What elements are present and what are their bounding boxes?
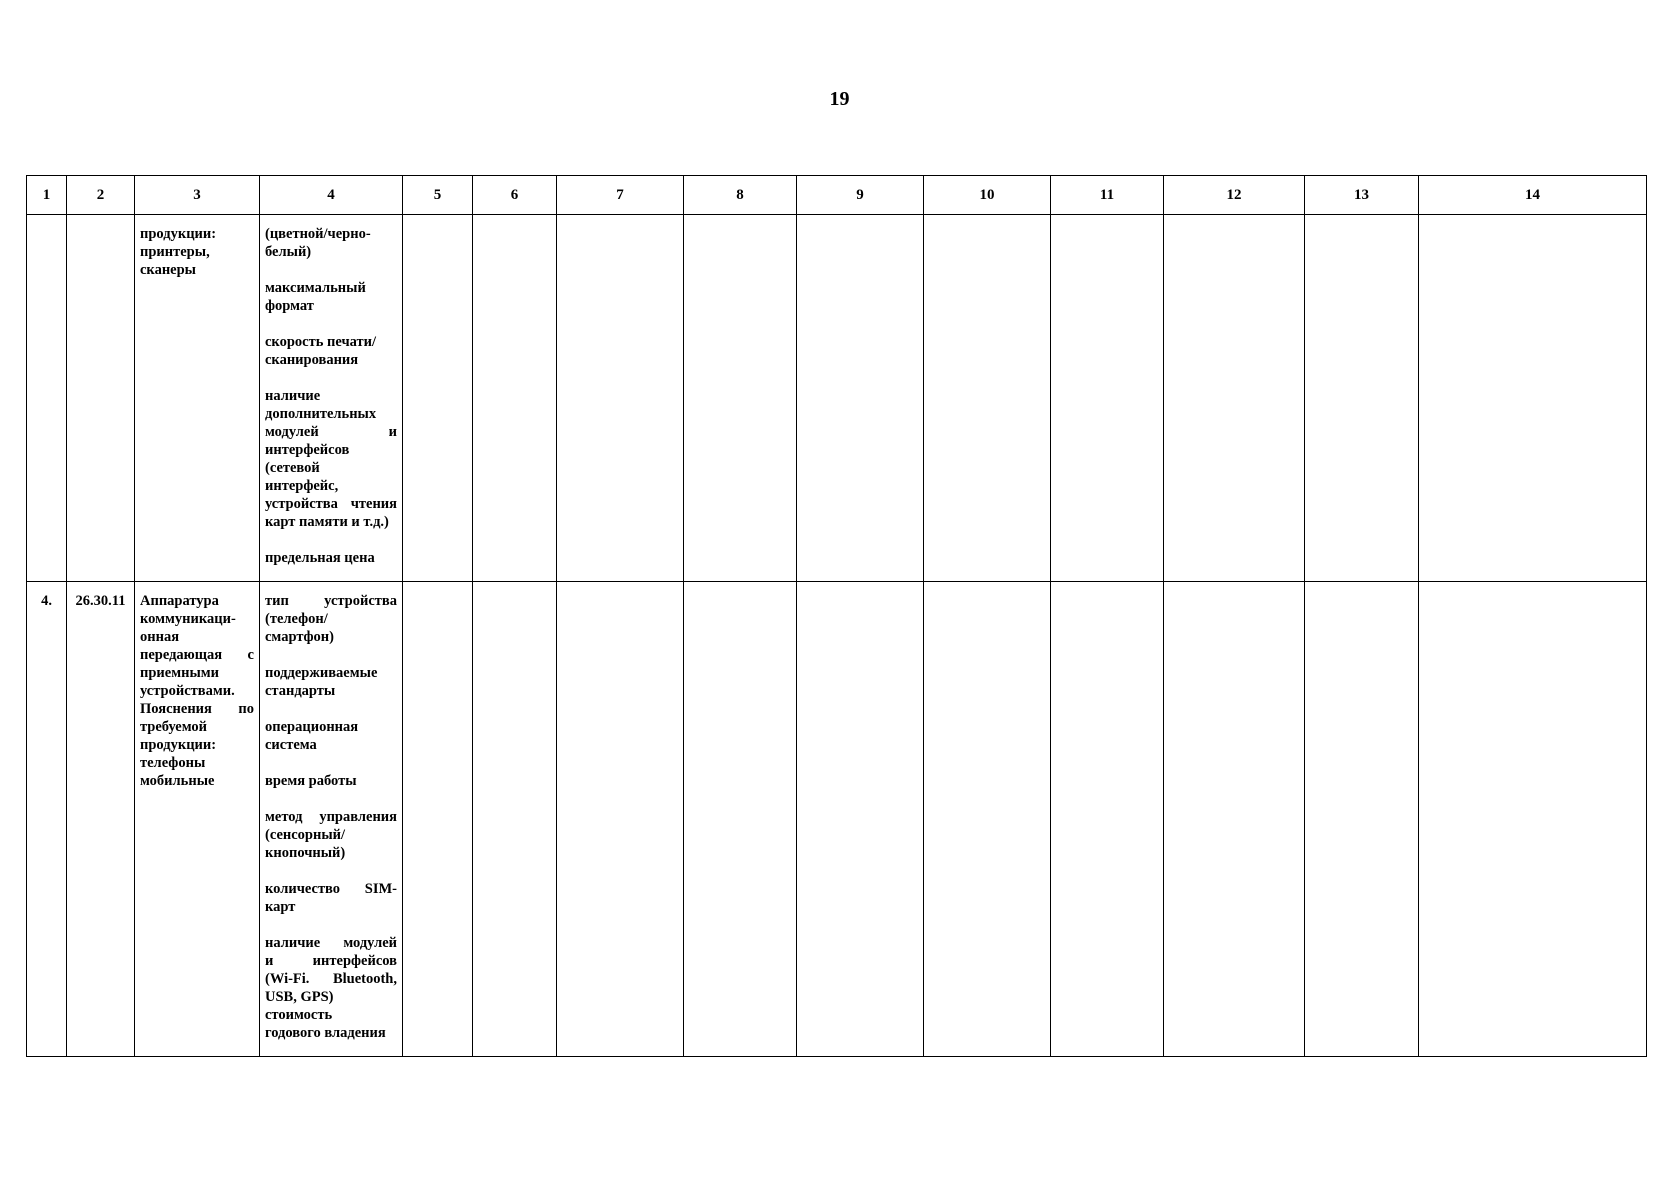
- header-col-6: 6: [473, 176, 557, 215]
- header-col-10: 10: [924, 176, 1051, 215]
- description-line: принтеры,: [140, 244, 210, 260]
- header-col-12: 12: [1164, 176, 1305, 215]
- description-line: приемными: [140, 665, 219, 681]
- characteristic-item: поддерживаемые стандарты: [265, 665, 378, 699]
- cell-col-6: [473, 582, 557, 1057]
- cell-number: [27, 215, 67, 582]
- description-line: продукции:: [140, 226, 217, 242]
- cell-col-11: [1051, 215, 1164, 582]
- characteristic-item: время работы: [265, 773, 357, 789]
- cell-code: 26.30.11: [67, 582, 135, 1057]
- characteristic-item: (цветной/черно- белый): [265, 226, 371, 260]
- header-row: [27, 176, 1647, 215]
- cell-product-description: [135, 582, 260, 1057]
- characteristic-item: стоимость годового владения: [265, 1007, 386, 1041]
- header-col-13: 13: [1305, 176, 1419, 215]
- header-col-5: 5: [403, 176, 473, 215]
- cell-characteristics: [260, 582, 403, 1057]
- cell-col-8: [684, 215, 797, 582]
- cell-col-10: [924, 215, 1051, 582]
- description-line: Аппаратура: [140, 593, 219, 609]
- description-line: Пояснения по: [140, 701, 254, 717]
- description-line: устройствами.: [140, 683, 235, 699]
- cell-col-12: [1164, 215, 1305, 582]
- cell-col-5: [403, 215, 473, 582]
- characteristic-item: наличие модулей и интерфейсов (Wi-Fi. Bluetooth, USB, GPS): [265, 935, 397, 1005]
- cell-col-7: [557, 582, 684, 1057]
- description-line: продукции:: [140, 737, 217, 753]
- cell-col-11: [1051, 582, 1164, 1057]
- header-col-8: 8: [684, 176, 797, 215]
- cell-col-13: [1305, 215, 1419, 582]
- description-line: коммуникаци-: [140, 611, 236, 627]
- cell-col-9: [797, 215, 924, 582]
- header-col-3: 3: [135, 176, 260, 215]
- cell-col-9: [797, 582, 924, 1057]
- characteristic-item: тип устройства (телефон/ смартфон): [265, 593, 397, 645]
- cell-col-13: [1305, 582, 1419, 1057]
- requirements-table: [26, 175, 1647, 1057]
- header-col-9: 9: [797, 176, 924, 215]
- header-col-11: 11: [1051, 176, 1164, 215]
- header-col-4: 4: [260, 176, 403, 215]
- cell-col-10: [924, 582, 1051, 1057]
- characteristic-item: метод управления (сенсорный/ кнопочный): [265, 809, 397, 861]
- header-col-7: 7: [557, 176, 684, 215]
- description-line: требуемой: [140, 719, 208, 735]
- cell-col-7: [557, 215, 684, 582]
- cell-col-14: [1419, 582, 1647, 1057]
- cell-characteristics: [260, 215, 403, 582]
- description-line: сканеры: [140, 262, 196, 278]
- header-col-2: 2: [67, 176, 135, 215]
- table-row: [27, 582, 1647, 1057]
- characteristic-item: операционная система: [265, 719, 359, 753]
- description-line: онная: [140, 629, 180, 645]
- cell-col-8: [684, 582, 797, 1057]
- characteristic-item: предельная цена: [265, 550, 375, 566]
- page-number: 19: [829, 88, 850, 110]
- characteristic-item: максимальный формат: [265, 280, 366, 314]
- cell-number: 4.: [27, 582, 67, 1057]
- cell-product-description: [135, 215, 260, 582]
- table-row: [27, 215, 1647, 582]
- cell-col-6: [473, 215, 557, 582]
- description-line: передающая с: [140, 647, 254, 663]
- cell-col-14: [1419, 215, 1647, 582]
- characteristic-item: количество SIM- карт: [265, 881, 397, 915]
- description-line: мобильные: [140, 773, 215, 789]
- cell-code: [67, 215, 135, 582]
- description-line: телефоны: [140, 755, 206, 771]
- cell-col-5: [403, 582, 473, 1057]
- header-col-1: 1: [27, 176, 67, 215]
- cell-col-12: [1164, 582, 1305, 1057]
- characteristic-item: скорость печати/ сканирования: [265, 334, 377, 368]
- header-col-14: 14: [1419, 176, 1647, 215]
- characteristic-item: наличие дополнительных модулей и интерфейсов (сетевой интерфейс, устройства чтения карт памяти и т.д.): [265, 388, 397, 530]
